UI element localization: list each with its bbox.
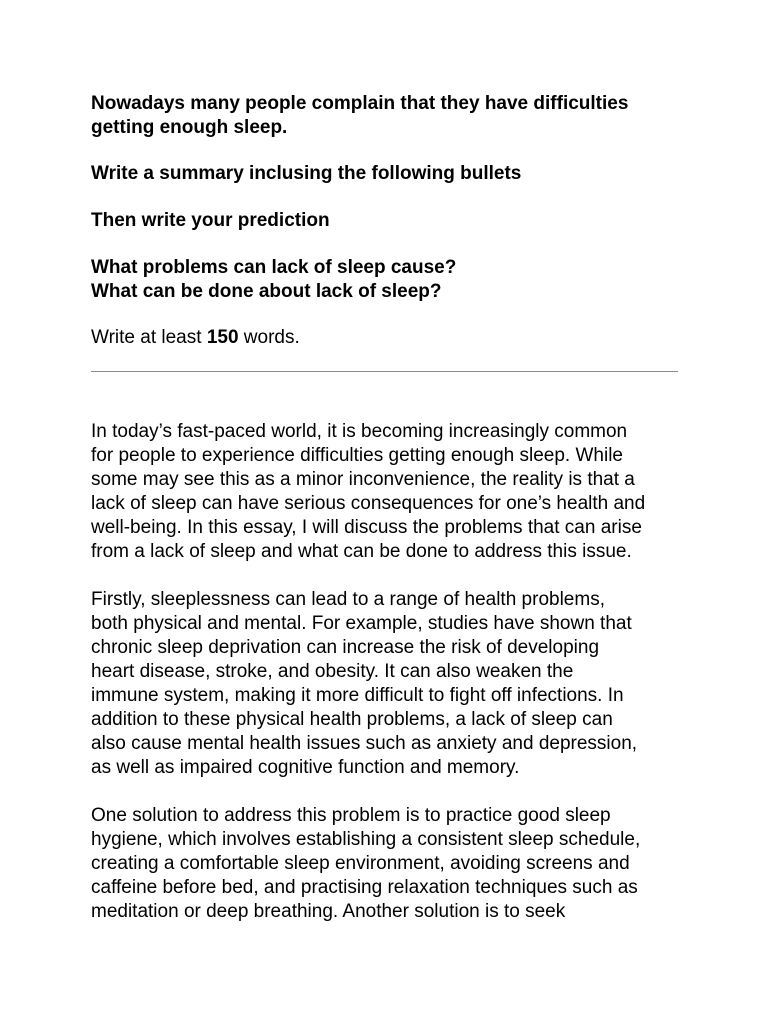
section-divider — [91, 371, 678, 372]
essay-paragraph-problems: Firstly, sleeplessness can lead to a range of health problems, both physical and mental. For example, studies have shown that chronic sleep deprivation can increase the risk of developing heart disease, stroke, and obesity. It can also weaken the immune system, making it more difficult to fight off infections. In addition to these physical health problems, a lack of sleep can also cause mental health issues such as anxiety and depression, as well as impaired cognitive function and memory. — [91, 589, 638, 778]
essay-paragraph-solutions: One solution to address this problem is to practice good sleep hygiene, which involves establishing a consistent sleep schedule, creating a comfortable sleep environment, avoiding screens and caffeine before bed, and practising relaxation techniques such as meditation or deep breathing. Another solution is to seek — [91, 805, 641, 922]
prediction-instruction: Then write your prediction — [91, 210, 330, 231]
word-requirement — [91, 326, 691, 350]
summary-instruction: Write a summary inclusing the following bullets — [91, 163, 522, 184]
word-requirement-suffix: words. — [238, 327, 300, 348]
word-requirement-count: 150 — [206, 327, 239, 348]
question-1: What problems can lack of sleep cause? — [91, 257, 457, 278]
question-2: What can be done about lack of sleep? — [91, 281, 442, 302]
word-requirement-prefix: Write at least — [91, 327, 207, 348]
essay-paragraph-intro: In today’s fast-paced world, it is becoming increasingly common for people to experience difficulties getting enough sleep. While some may see this as a minor inconvenience, the reality is that a lack of sleep can have serious consequences for one’s health and well-being. In this essay, I will discuss the problems that can arise from a lack of sleep and what can be done to address this issue. — [91, 421, 646, 562]
essay-body — [91, 420, 691, 924]
prompt-intro: Nowadays many people complain that they have difficulties getting enough sleep. — [91, 93, 629, 138]
document-page — [91, 92, 691, 948]
